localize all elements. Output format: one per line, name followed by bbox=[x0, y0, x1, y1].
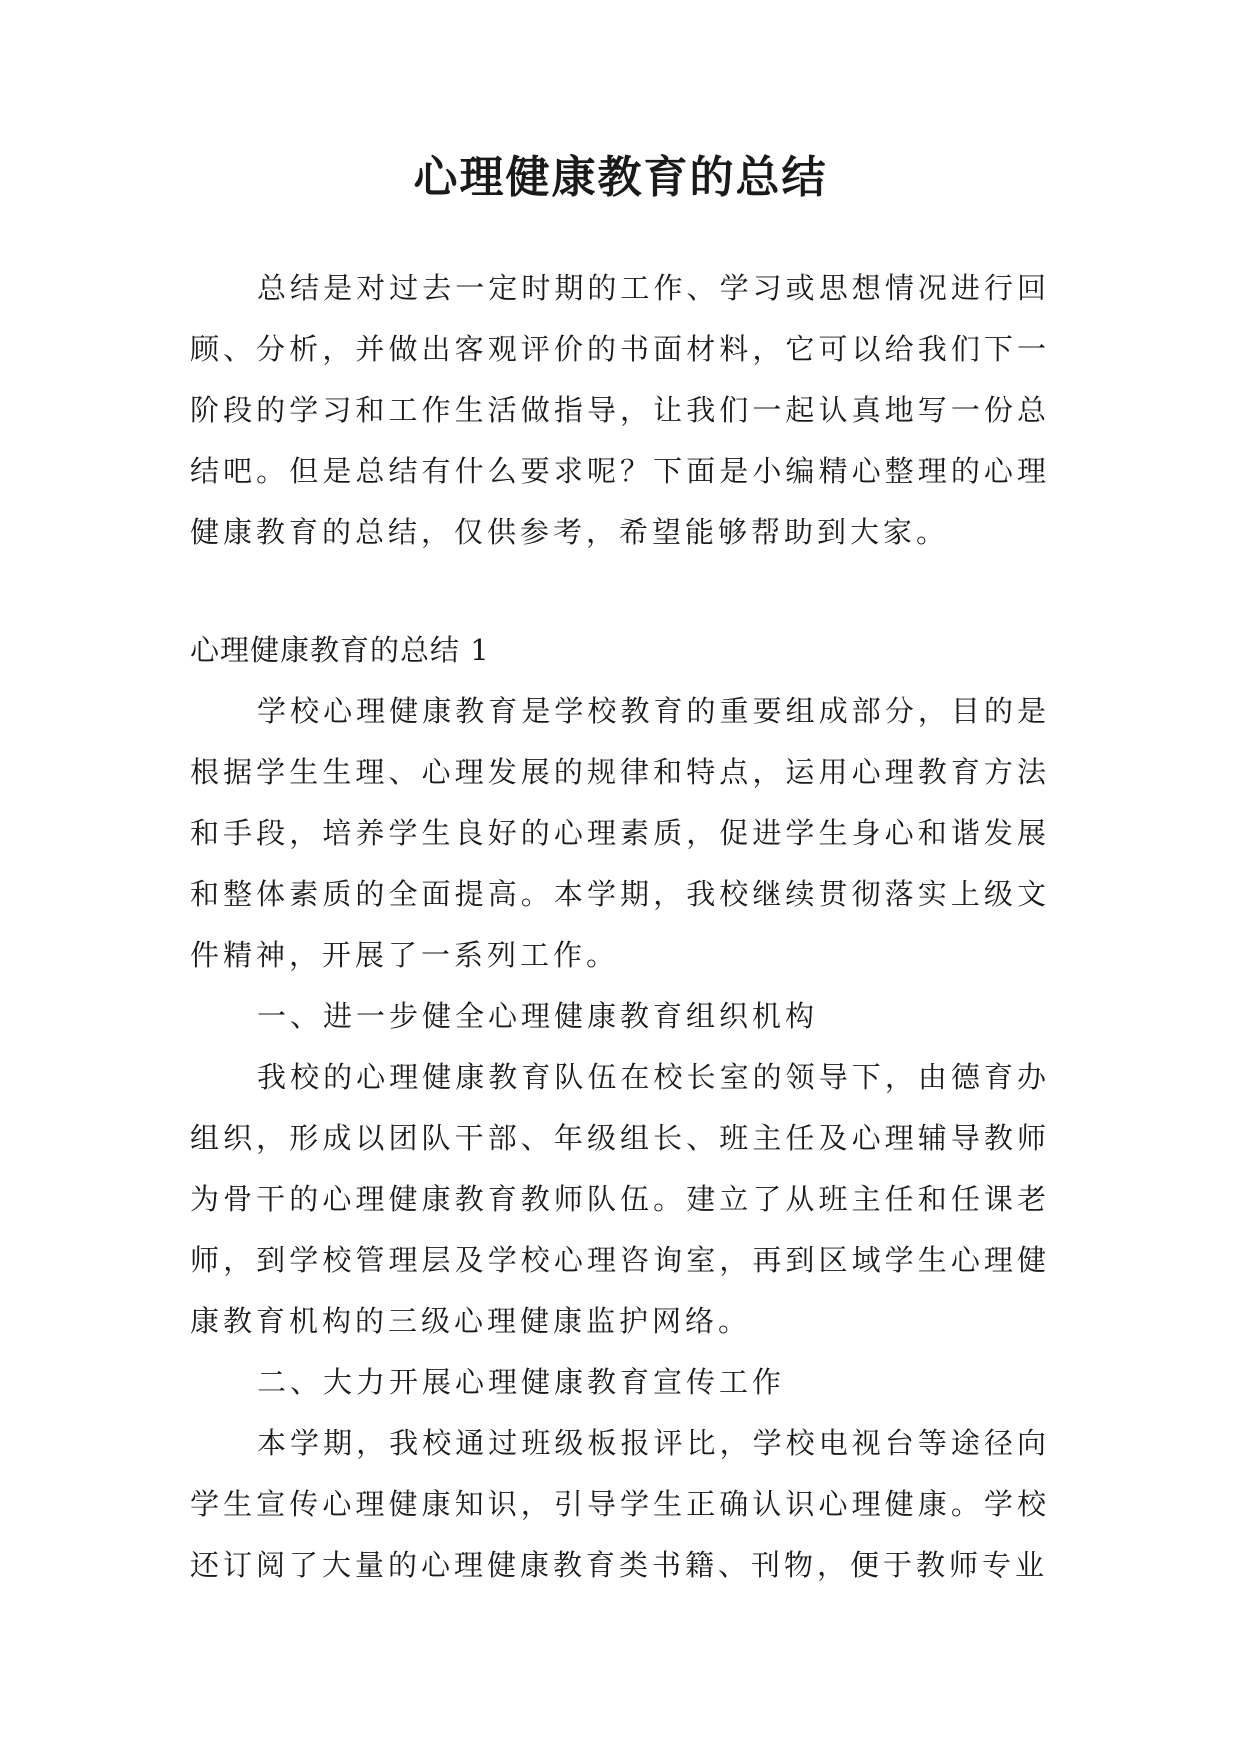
section-heading-organization: 一、进一步健全心理健康教育组织机构 bbox=[257, 999, 819, 1033]
body-paragraph: 本学期，我校通过班级板报评比，学校电视台等途径向学生宣传心理健康知识，引导学生正确认识心理健康。学校还订阅了大量的心理健康教育类书籍、刊物，便于教师专业 bbox=[190, 1426, 1050, 1582]
body-paragraph: 学校心理健康教育是学校教育的重要组成部分，目的是根据学生生理、心理发展的规律和特点，运用心理教育方法和手段，培养学生良好的心理素质，促进学生身心和谐发展和整体素质的全面提高。本学期，我校继续贯彻落实上级文件精神，开展了一系列工作。 bbox=[190, 694, 1050, 972]
body-paragraph: 我校的心理健康教育队伍在校长室的领导下，由德育办组织，形成以团队干部、年级组长、班主任及心理辅导教师为骨干的心理健康教育教师队伍。建立了从班主任和任课老师，到学校管理层及学校心理咨询室，再到区域学生心理健康教育机构的三级心理健康监护网络。 bbox=[190, 1060, 1050, 1338]
document-title: 心理健康教育的总结 bbox=[413, 152, 828, 203]
intro-paragraph: 总结是对过去一定时期的工作、学习或思想情况进行回顾、分析，并做出客观评价的书面材料，它可以给我们下一阶段的学习和工作生活做指导，让我们一起认真地写一份总结吧。但是总结有什么要求呢？下面是小编精心整理的心理健康教育的总结，仅供参考，希望能够帮助到大家。 bbox=[190, 271, 1050, 549]
section-title: 心理健康教育的总结 1 bbox=[190, 633, 490, 667]
section-heading-publicity: 二、大力开展心理健康教育宣传工作 bbox=[257, 1365, 786, 1399]
document-body bbox=[190, 258, 1050, 1596]
